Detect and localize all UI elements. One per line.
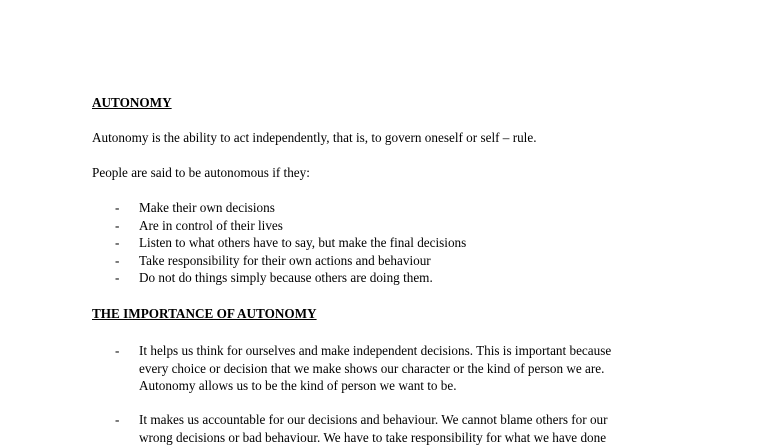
list-item-text: Make their own decisions: [139, 200, 275, 215]
heading-autonomy: AUTONOMY: [92, 95, 172, 110]
intro-paragraph: People are said to be autonomous if they:: [92, 165, 310, 180]
list-item-text: Are in control of their lives: [139, 217, 283, 233]
list-item-text: Listen to what others have to say, but make the final decisions: [139, 235, 467, 250]
list-item-text: Take responsibility for their own actions and behaviour: [139, 252, 431, 268]
list-item-line: It makes us accountable for our decisions and behaviour. We cannot blame others for our: [139, 412, 608, 427]
dash-bullet: -: [115, 252, 120, 268]
dash-bullet: -: [115, 343, 120, 358]
list-item-line: It helps us think for ourselves and make independent decisions. This is important because: [139, 343, 612, 358]
dash-bullet: -: [115, 270, 120, 285]
heading-importance: THE IMPORTANCE OF AUTONOMY: [92, 306, 317, 321]
list-item-line: wrong decisions or bad behaviour. We have to take responsibility for what we have done: [139, 429, 607, 445]
list-item-line: every choice or decision that we make shows our character or the kind of person we are.: [139, 360, 605, 376]
definition-paragraph: Autonomy is the ability to act independently, that is, to govern oneself or self – rule.: [92, 130, 537, 145]
list-item-line: Autonomy allows us to be the kind of person we want to be.: [139, 378, 457, 394]
list-item-text: Do not do things simply because others are doing them.: [139, 270, 433, 285]
dash-bullet: -: [115, 412, 120, 427]
dash-bullet: -: [115, 235, 120, 250]
list-item-text: [139, 342, 611, 395]
dash-bullet: -: [115, 200, 120, 215]
dash-bullet: -: [115, 217, 120, 233]
